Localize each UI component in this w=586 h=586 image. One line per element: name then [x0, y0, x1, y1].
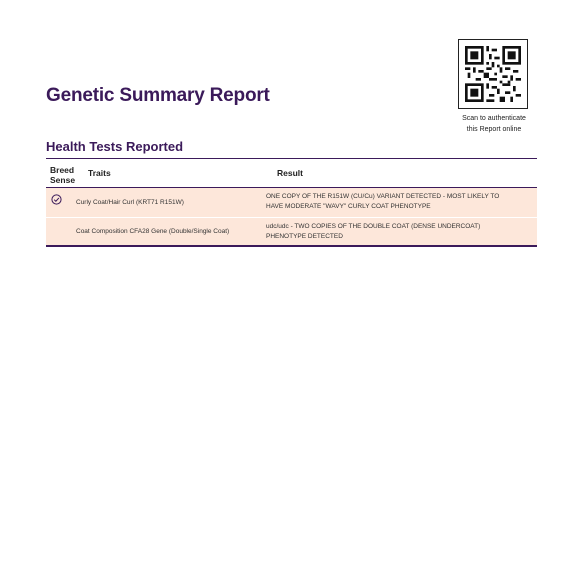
- column-header-traits: Traits: [88, 168, 111, 178]
- table-row: [46, 218, 537, 247]
- result-line-2: HAVE MODERATE "WAVY" CURLY COAT PHENOTYPE: [266, 203, 431, 210]
- health-tests-table: [46, 158, 537, 247]
- table-row: [46, 188, 537, 218]
- column-header-breed-sense: [50, 165, 75, 185]
- qr-caption: [438, 113, 550, 135]
- result-cell: [266, 222, 480, 242]
- result-cell: [266, 192, 499, 212]
- page-title: Genetic Summary Report: [46, 85, 270, 106]
- qr-code-icon: [465, 46, 521, 102]
- section-title: Health Tests Reported: [46, 139, 184, 154]
- qr-caption-line-1: Scan to authenticate: [462, 115, 526, 122]
- result-line-1: ONE COPY OF THE R151W (CU/Cu) VARIANT DETECTED - MOST LIKELY TO: [266, 193, 500, 200]
- result-line-2: PHENOTYPE DETECTED: [266, 233, 343, 240]
- result-line-1: udc/udc - TWO COPIES OF THE DOUBLE COAT (DENSE UNDERCOAT): [266, 223, 481, 230]
- table-header: [46, 158, 537, 188]
- column-header-result: Result: [277, 168, 303, 178]
- column-header-breed-sense-line-1: Breed: [50, 165, 75, 175]
- trait-cell: Curly Coat/Hair Curl (KRT71 R151W): [76, 199, 184, 206]
- qr-code[interactable]: [458, 39, 528, 109]
- trait-cell: Coat Composition CFA28 Gene (Double/Single Coat): [76, 228, 230, 235]
- column-header-breed-sense-line-2: Sense: [50, 175, 76, 185]
- qr-caption-line-2: this Report online: [466, 126, 522, 133]
- check-circle-icon: [51, 194, 62, 205]
